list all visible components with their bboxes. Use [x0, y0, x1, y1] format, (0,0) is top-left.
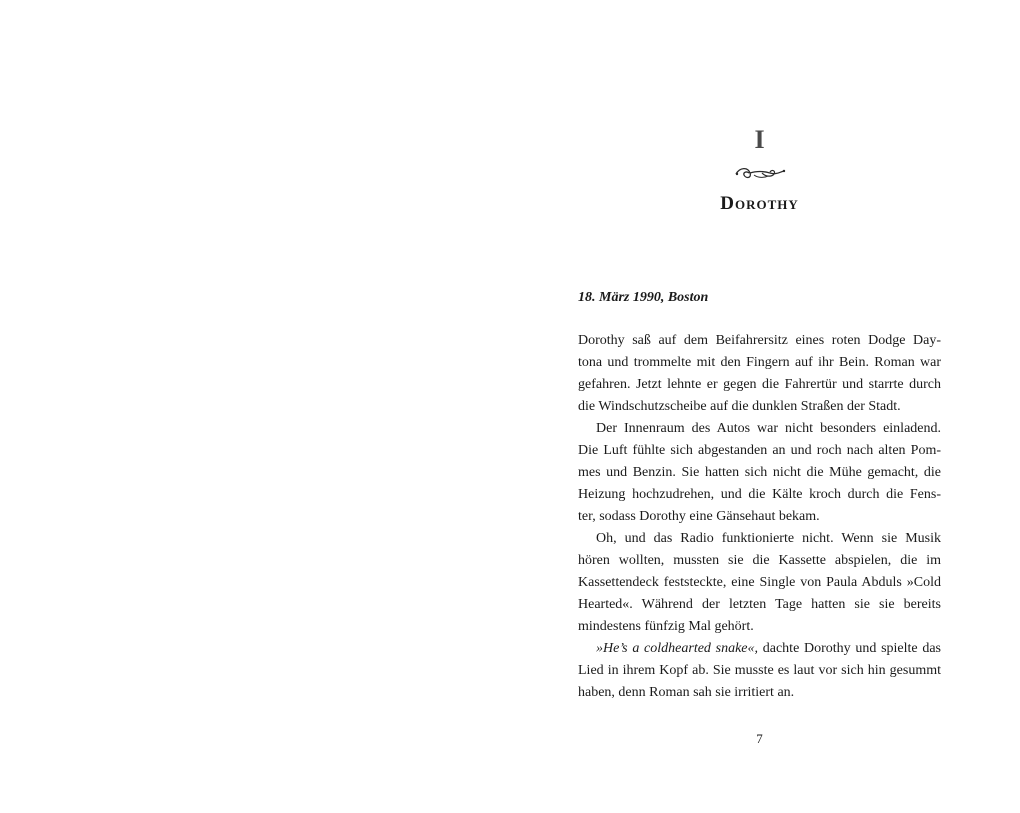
page-number: 7: [756, 731, 763, 746]
body-text: [578, 330, 941, 704]
text-line: die Windschutzscheibe auf die dunklen Straßen der Stadt.: [578, 399, 901, 414]
text-line: haben, denn Roman sah sie irritiert an.: [578, 685, 795, 700]
text-line: Lied in ihrem Kopf ab. Sie musste es laut vor sich hin gesummt: [578, 663, 941, 678]
text-line: Oh, und das Radio funktionierte nicht. Wenn sie Musik: [596, 531, 941, 546]
chapter-title: Dorothy: [720, 193, 799, 214]
text-line: ter, sodass Dorothy eine Gänsehaut bekam.: [578, 509, 820, 524]
text-line: mindestens fünfzig Mal gehört.: [578, 619, 754, 634]
text-line: Kassettendeck feststeckte, eine Single von Paula Abduls »Cold: [578, 575, 941, 590]
flourish-ornament-icon: [732, 163, 788, 183]
text-line: Die Luft fühlte sich abgestanden an und roch nach alten Pom-: [578, 443, 941, 458]
text-line: tona und trommelte mit den Fingern auf ihr Bein. Roman war: [578, 355, 941, 370]
text-line: hören wollten, mussten sie die Kassette abspielen, die im: [578, 553, 941, 568]
text-line: gefahren. Jetzt lehnte er gegen die Fahrertür und starrte durch: [578, 377, 941, 392]
text-line: Heizung hochzudrehen, und die Kälte kroch durch die Fens-: [578, 487, 941, 502]
text-line-quote: [578, 638, 941, 660]
song-quote: »He’s a coldhearted snake«,: [596, 641, 759, 656]
text-line: Dorothy saß auf dem Beifahrersitz eines roten Dodge Day-: [578, 333, 941, 348]
text-line: Hearted«. Während der letzten Tage hatten sie sie bereits: [578, 597, 941, 612]
chapter-number: I: [754, 125, 765, 154]
text-line-rest: dachte Dorothy und spielte das: [762, 641, 942, 656]
text-line: mes und Benzin. Sie hatten sich nicht die Mühe gemacht, die: [578, 465, 941, 480]
text-line: Der Innenraum des Autos war nicht besonders einladend.: [596, 421, 941, 436]
dateline: 18. März 1990, Boston: [578, 290, 709, 305]
